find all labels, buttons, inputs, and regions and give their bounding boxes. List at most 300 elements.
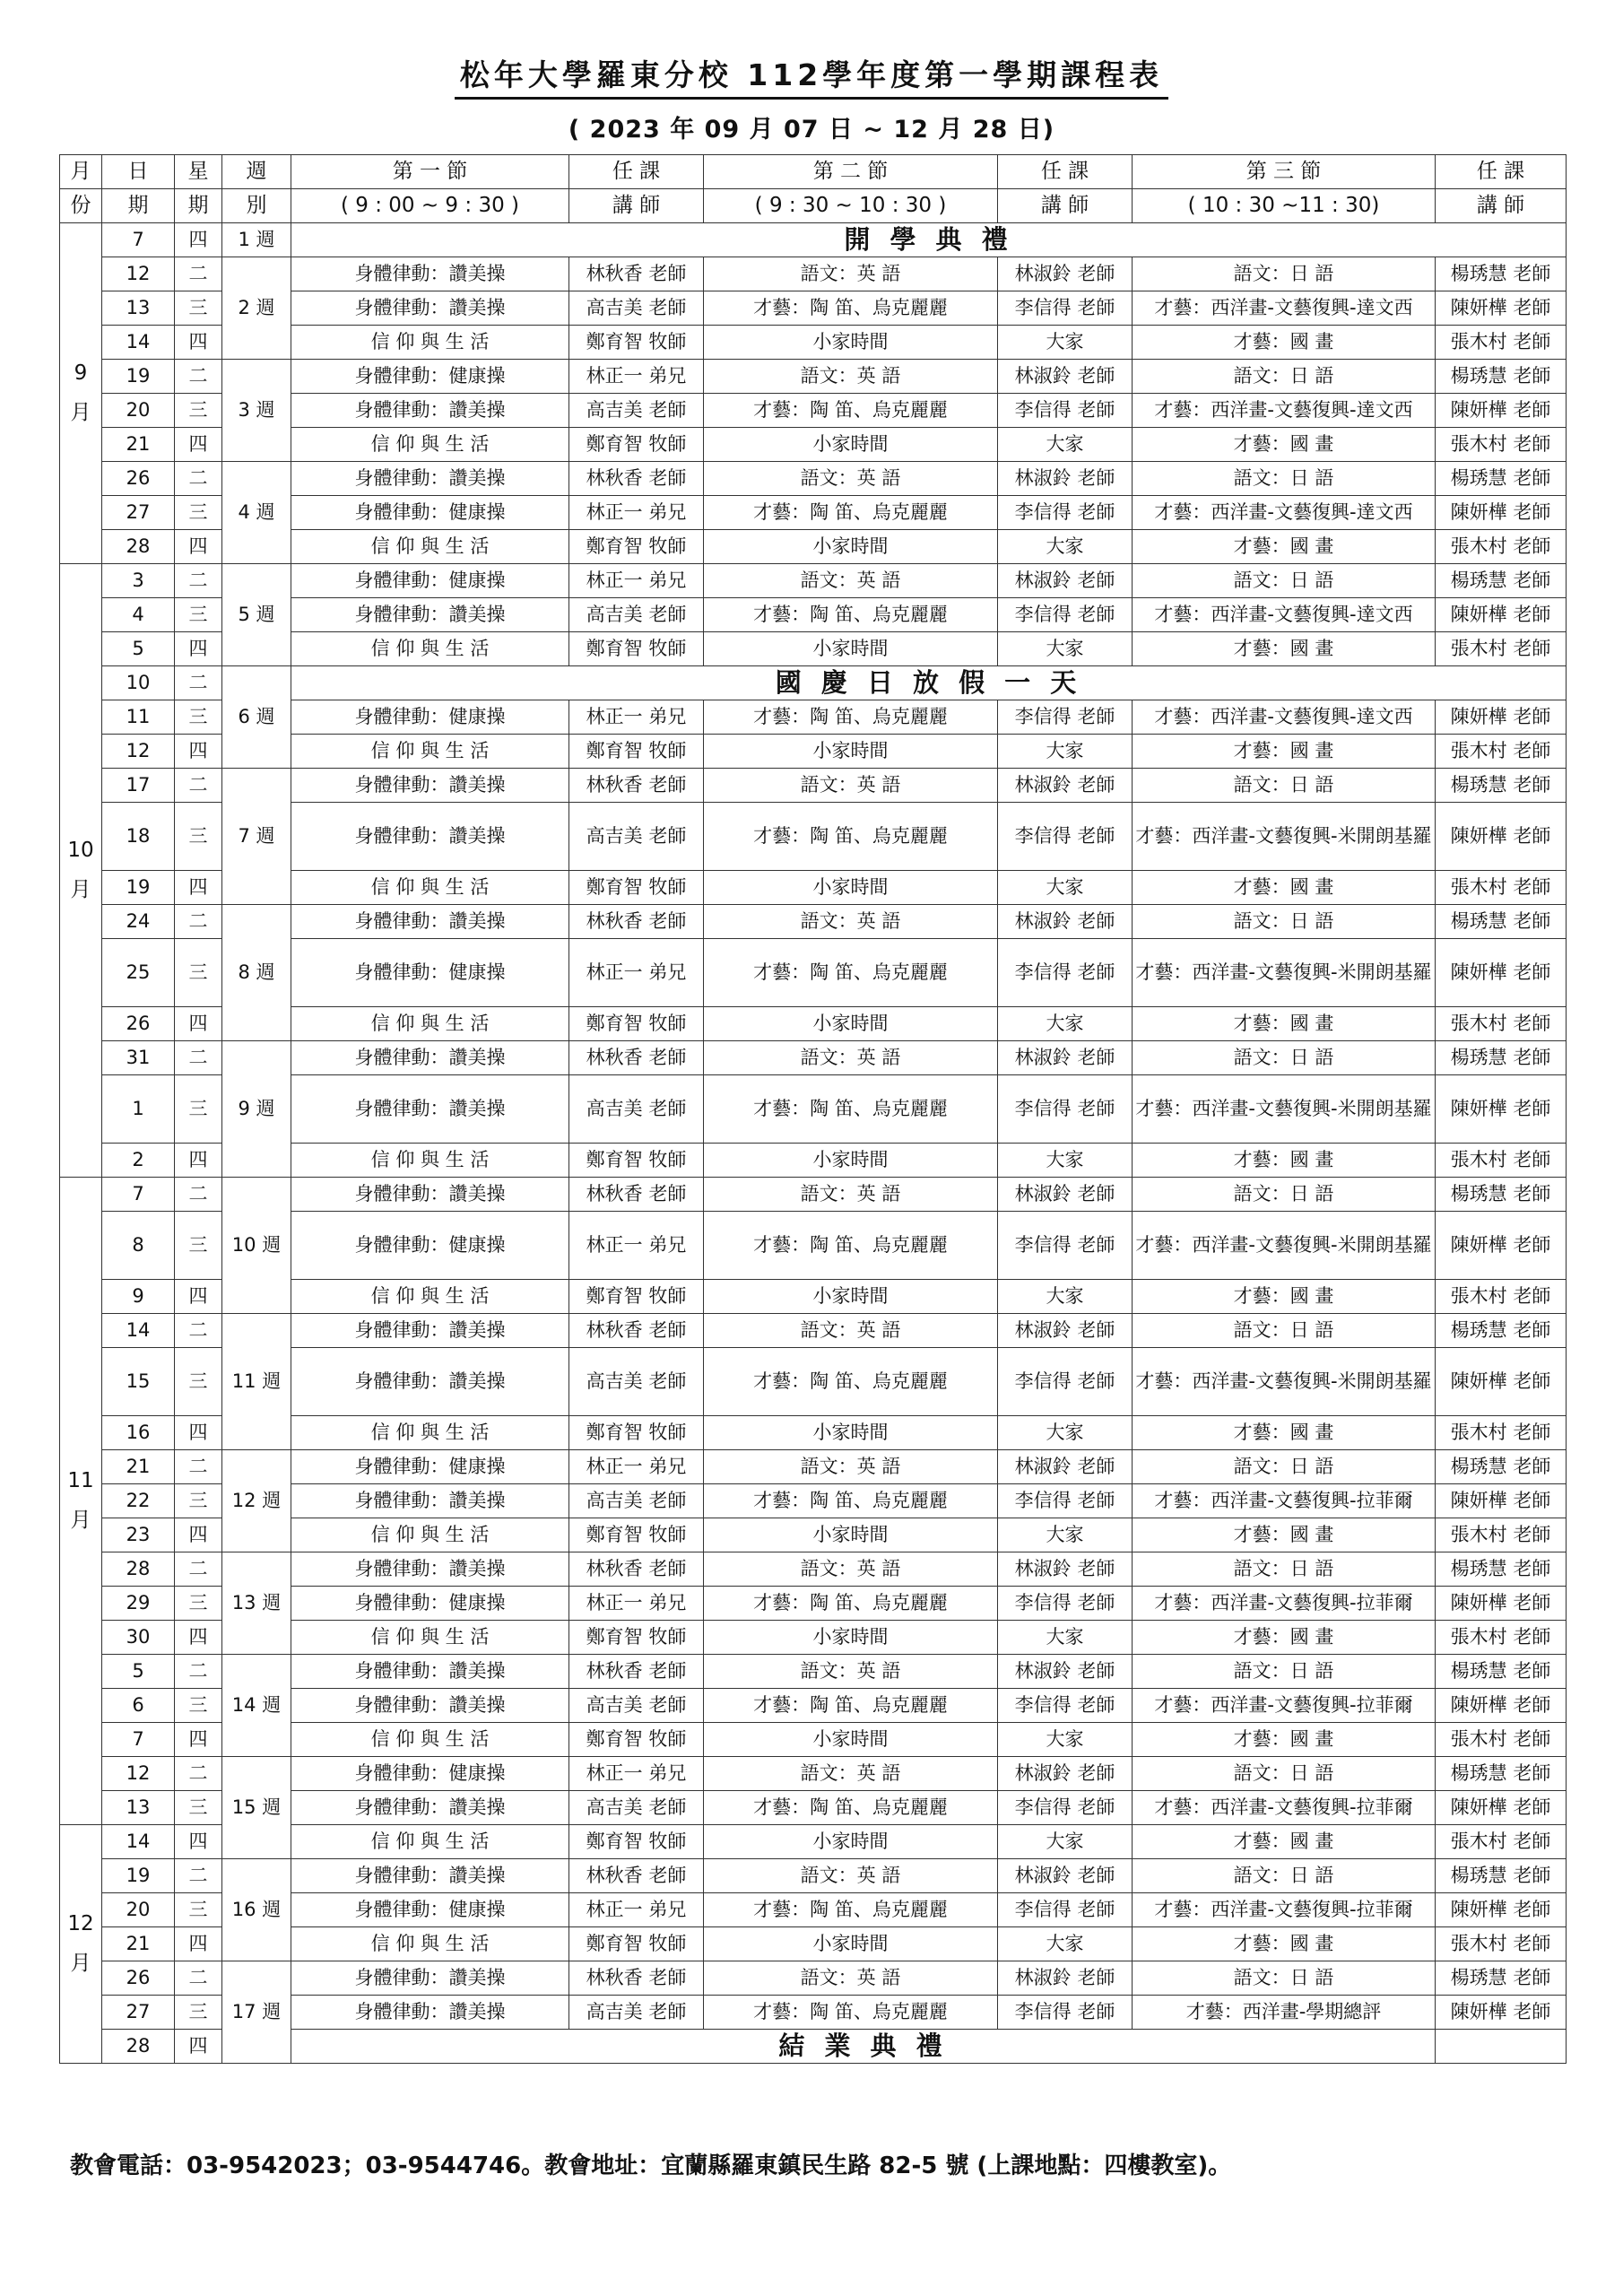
period-3-course: 語文：日 語 [1133,905,1436,939]
period-3-course: 語文：日 語 [1133,462,1436,496]
event-cell: 結 業 典 禮 [291,2030,1436,2064]
weekday-cell: 三 [175,1075,222,1144]
month-cell [60,223,102,564]
day-cell: 19 [102,871,175,905]
period-1-teacher: 鄭育智 牧師 [569,1007,704,1041]
period-1-course: 身體律動：健康操 [291,1450,569,1484]
period-3-course: 才藝：國 畫 [1133,1518,1436,1552]
period-1-course: 身體律動：讚美操 [291,1859,569,1893]
day-cell: 7 [102,223,175,257]
month-cell [60,1178,102,1825]
period-1-teacher: 鄭育智 牧師 [569,871,704,905]
period-1-teacher: 林正一 弟兄 [569,939,704,1007]
period-3-teacher: 陳妍樺 老師 [1436,803,1567,871]
day-cell: 19 [102,360,175,394]
period-1-teacher: 林正一 弟兄 [569,496,704,530]
period-1-course: 身體律動：讚美操 [291,1689,569,1723]
period-2-teacher: 大家 [998,1416,1133,1450]
period-1-course: 信 仰 與 生 活 [291,1723,569,1757]
period-1-course: 身體律動：讚美操 [291,803,569,871]
period-1-teacher: 林秋香 老師 [569,1314,704,1348]
header-row-2 [60,189,1567,223]
period-3-teacher: 楊琇慧 老師 [1436,1178,1567,1212]
day-cell: 30 [102,1621,175,1655]
period-2-teacher: 李信得 老師 [998,1996,1133,2030]
period-1-teacher: 鄭育智 牧師 [569,326,704,360]
period-3-course: 語文：日 語 [1133,1178,1436,1212]
period-3-teacher: 張木村 老師 [1436,1825,1567,1859]
period-3-teacher: 陳妍樺 老師 [1436,1587,1567,1621]
period-1-teacher: 高吉美 老師 [569,1484,704,1518]
period-2-course: 才藝：陶 笛、烏克麗麗 [704,939,998,1007]
period-3-teacher: 張木村 老師 [1436,1007,1567,1041]
period-1-teacher: 林正一 弟兄 [569,1757,704,1791]
period-2-teacher: 林淑鈴 老師 [998,769,1133,803]
period-2-course: 小家時間 [704,735,998,769]
period-3-teacher: 陳妍樺 老師 [1436,394,1567,428]
period-3-course: 才藝：國 畫 [1133,1007,1436,1041]
period-1-course: 身體律動：讚美操 [291,769,569,803]
period-3-teacher: 張木村 老師 [1436,1416,1567,1450]
period-1-course: 身體律動：讚美操 [291,257,569,291]
period-2-course: 才藝：陶 笛、烏克麗麗 [704,700,998,735]
period-1-course: 身體律動：健康操 [291,939,569,1007]
day-cell: 14 [102,1314,175,1348]
week-cell: 16 週 [222,1859,291,1961]
day-cell: 26 [102,1961,175,1996]
period-3-course: 才藝：西洋畫-學期總評 [1133,1996,1436,2030]
period-1-course: 身體律動：讚美操 [291,1791,569,1825]
schedule-table [59,154,1567,2064]
period-3-teacher: 楊琇慧 老師 [1436,1757,1567,1791]
weekday-cell: 二 [175,1552,222,1587]
month-unit: 月 [70,400,91,424]
period-2-course: 才藝：陶 笛、烏克麗麗 [704,394,998,428]
week-cell: 9 週 [222,1041,291,1178]
period-3-course: 語文：日 語 [1133,1450,1436,1484]
period-1-teacher: 鄭育智 牧師 [569,735,704,769]
period-2-course: 語文：英 語 [704,462,998,496]
period-3-course: 才藝：國 畫 [1133,632,1436,666]
period-2-teacher: 林淑鈴 老師 [998,1757,1133,1791]
period-1-course: 信 仰 與 生 活 [291,1825,569,1859]
period-2-teacher: 大家 [998,1518,1133,1552]
period-1-course: 信 仰 與 生 活 [291,428,569,462]
table-row [60,223,1567,257]
period-1-course: 身體律動：讚美操 [291,1348,569,1416]
header-teacher-3-2: 講 師 [1436,189,1567,223]
page-title: 松年大學羅東分校 112學年度第一學期課程表 [0,52,1623,102]
period-2-course: 語文：英 語 [704,257,998,291]
header-teacher-1: 任 課 [569,155,704,189]
period-1-teacher: 鄭育智 牧師 [569,1723,704,1757]
period-2-teacher: 李信得 老師 [998,700,1133,735]
period-3-teacher: 張木村 老師 [1436,326,1567,360]
period-1-course: 身體律動：讚美操 [291,598,569,632]
week-cell: 8 週 [222,905,291,1041]
period-2-course: 語文：英 語 [704,1314,998,1348]
week-cell: 3 週 [222,360,291,462]
header-weekday: 星 [175,155,222,189]
schedule-body [60,223,1567,2064]
day-cell: 20 [102,1893,175,1927]
period-2-course: 小家時間 [704,1144,998,1178]
period-3-teacher: 陳妍樺 老師 [1436,1996,1567,2030]
weekday-cell: 四 [175,1927,222,1961]
weekday-cell: 三 [175,394,222,428]
period-2-course: 才藝：陶 笛、烏克麗麗 [704,1212,998,1280]
week-cell: 10 週 [222,1178,291,1314]
weekday-cell: 四 [175,1518,222,1552]
day-cell: 25 [102,939,175,1007]
day-cell: 15 [102,1348,175,1416]
period-2-course: 小家時間 [704,1927,998,1961]
period-2-teacher: 李信得 老師 [998,394,1133,428]
period-1-teacher: 林秋香 老師 [569,1655,704,1689]
week-cell: 1 週 [222,223,291,257]
period-3-teacher: 張木村 老師 [1436,1518,1567,1552]
period-3-course: 才藝：國 畫 [1133,326,1436,360]
period-3-course: 才藝：西洋畫-文藝復興-達文西 [1133,700,1436,735]
period-1-teacher: 高吉美 老師 [569,291,704,326]
header-teacher-2: 任 課 [998,155,1133,189]
period-2-course: 語文：英 語 [704,1552,998,1587]
period-1-course: 身體律動：讚美操 [291,394,569,428]
period-3-course: 才藝：西洋畫-文藝復興-米開朗基羅 [1133,1075,1436,1144]
period-3-teacher: 陳妍樺 老師 [1436,496,1567,530]
header-period-1: 第 一 節 [291,155,569,189]
period-3-course: 才藝：國 畫 [1133,1723,1436,1757]
period-3-course: 才藝：西洋畫-文藝復興-拉菲爾 [1133,1893,1436,1927]
table-row [60,1961,1567,1996]
period-3-course: 才藝：國 畫 [1133,735,1436,769]
period-2-teacher: 大家 [998,1280,1133,1314]
period-3-teacher: 張木村 老師 [1436,530,1567,564]
period-1-teacher: 高吉美 老師 [569,1996,704,2030]
period-3-course: 語文：日 語 [1133,1655,1436,1689]
day-cell: 14 [102,326,175,360]
period-2-course: 才藝：陶 笛、烏克麗麗 [704,1587,998,1621]
day-cell: 5 [102,632,175,666]
period-2-course: 才藝：陶 笛、烏克麗麗 [704,291,998,326]
period-1-course: 信 仰 與 生 活 [291,871,569,905]
period-3-course: 語文：日 語 [1133,1041,1436,1075]
week-cell: 12 週 [222,1450,291,1552]
period-3-teacher: 楊琇慧 老師 [1436,1655,1567,1689]
header-teacher-1-2: 講 師 [569,189,704,223]
weekday-cell: 二 [175,360,222,394]
period-3-course: 才藝：西洋畫-文藝復興-達文西 [1133,598,1436,632]
period-3-course: 語文：日 語 [1133,769,1436,803]
period-2-course: 小家時間 [704,1007,998,1041]
event-cell: 國 慶 日 放 假 一 天 [291,666,1567,700]
weekday-cell: 二 [175,257,222,291]
day-cell: 26 [102,1007,175,1041]
period-1-course: 身體律動：讚美操 [291,905,569,939]
period-2-course: 才藝：陶 笛、烏克麗麗 [704,1348,998,1416]
period-3-teacher: 張木村 老師 [1436,1927,1567,1961]
weekday-cell: 三 [175,598,222,632]
period-2-course: 才藝：陶 笛、烏克麗麗 [704,1996,998,2030]
period-1-course: 信 仰 與 生 活 [291,530,569,564]
weekday-cell: 四 [175,428,222,462]
period-2-teacher: 李信得 老師 [998,496,1133,530]
period-1-course: 信 仰 與 生 活 [291,1518,569,1552]
day-cell: 27 [102,496,175,530]
period-2-course: 才藝：陶 笛、烏克麗麗 [704,1484,998,1518]
period-3-teacher: 張木村 老師 [1436,1723,1567,1757]
day-cell: 20 [102,394,175,428]
period-2-teacher: 李信得 老師 [998,1893,1133,1927]
period-1-teacher: 林秋香 老師 [569,1041,704,1075]
period-2-course: 語文：英 語 [704,1859,998,1893]
period-2-teacher: 林淑鈴 老師 [998,564,1133,598]
header-row-1 [60,155,1567,189]
period-2-teacher: 李信得 老師 [998,598,1133,632]
table-row [60,769,1567,803]
period-2-course: 語文：英 語 [704,769,998,803]
week-cell: 2 週 [222,257,291,360]
period-3-teacher: 楊琇慧 老師 [1436,1552,1567,1587]
table-row [60,360,1567,394]
period-3-teacher: 陳妍樺 老師 [1436,700,1567,735]
period-2-teacher: 林淑鈴 老師 [998,1178,1133,1212]
period-1-teacher: 鄭育智 牧師 [569,632,704,666]
period-2-course: 小家時間 [704,632,998,666]
weekday-cell: 二 [175,1178,222,1212]
period-2-teacher: 林淑鈴 老師 [998,1552,1133,1587]
empty-cell [1436,2030,1567,2064]
period-3-teacher: 楊琇慧 老師 [1436,1041,1567,1075]
period-2-teacher: 李信得 老師 [998,803,1133,871]
period-3-teacher: 楊琇慧 老師 [1436,257,1567,291]
period-2-teacher: 林淑鈴 老師 [998,1450,1133,1484]
period-1-course: 身體律動：健康操 [291,1757,569,1791]
table-row [60,1757,1567,1791]
table-row [60,1450,1567,1484]
period-2-teacher: 大家 [998,1144,1133,1178]
period-1-teacher: 鄭育智 牧師 [569,530,704,564]
weekday-cell: 二 [175,1961,222,1996]
period-2-teacher: 大家 [998,632,1133,666]
period-3-teacher: 楊琇慧 老師 [1436,564,1567,598]
day-cell: 13 [102,291,175,326]
period-1-teacher: 高吉美 老師 [569,1689,704,1723]
header-week-2: 別 [222,189,291,223]
period-2-teacher: 李信得 老師 [998,1689,1133,1723]
period-1-course: 身體律動：健康操 [291,496,569,530]
period-1-course: 身體律動：讚美操 [291,1041,569,1075]
period-1-course: 信 仰 與 生 活 [291,1621,569,1655]
period-3-course: 語文：日 語 [1133,1314,1436,1348]
header-period-2: 第 二 節 [704,155,998,189]
weekday-cell: 二 [175,905,222,939]
day-cell: 28 [102,2030,175,2064]
period-2-course: 小家時間 [704,1518,998,1552]
period-2-course: 語文：英 語 [704,905,998,939]
header-week: 週 [222,155,291,189]
weekday-cell: 二 [175,1041,222,1075]
period-2-teacher: 李信得 老師 [998,1212,1133,1280]
period-2-course: 小家時間 [704,871,998,905]
period-1-teacher: 高吉美 老師 [569,598,704,632]
period-1-course: 身體律動：讚美操 [291,1996,569,2030]
day-cell: 12 [102,1757,175,1791]
period-2-teacher: 大家 [998,735,1133,769]
period-1-teacher: 鄭育智 牧師 [569,1416,704,1450]
period-2-teacher: 林淑鈴 老師 [998,462,1133,496]
header-teacher-3: 任 課 [1436,155,1567,189]
period-2-course: 小家時間 [704,1825,998,1859]
table-row [60,462,1567,496]
period-2-course: 小家時間 [704,326,998,360]
header-period-2-time: ( 9 : 30 ~ 10 : 30 ) [704,189,998,223]
period-3-course: 語文：日 語 [1133,1552,1436,1587]
weekday-cell: 三 [175,1212,222,1280]
period-1-teacher: 高吉美 老師 [569,394,704,428]
period-3-teacher: 楊琇慧 老師 [1436,1450,1567,1484]
period-3-course: 才藝：西洋畫-文藝復興-米開朗基羅 [1133,939,1436,1007]
period-1-teacher: 林秋香 老師 [569,1859,704,1893]
period-3-teacher: 張木村 老師 [1436,735,1567,769]
period-2-course: 語文：英 語 [704,1757,998,1791]
month-unit: 月 [70,1508,91,1532]
date-range: ( 2023 年 09 月 07 日 ~ 12 月 28 日) [568,116,1055,144]
period-1-teacher: 林秋香 老師 [569,905,704,939]
period-3-teacher: 楊琇慧 老師 [1436,360,1567,394]
period-2-teacher: 李信得 老師 [998,939,1133,1007]
period-1-course: 信 仰 與 生 活 [291,326,569,360]
period-1-teacher: 鄭育智 牧師 [569,1144,704,1178]
period-3-teacher: 張木村 老師 [1436,1621,1567,1655]
month-number: 10 [67,838,94,862]
period-2-teacher: 林淑鈴 老師 [998,360,1133,394]
period-3-course: 語文：日 語 [1133,1859,1436,1893]
period-1-teacher: 鄭育智 牧師 [569,1927,704,1961]
weekday-cell: 四 [175,1144,222,1178]
period-1-teacher: 高吉美 老師 [569,1348,704,1416]
day-cell: 22 [102,1484,175,1518]
period-1-course: 信 仰 與 生 活 [291,735,569,769]
period-3-teacher: 楊琇慧 老師 [1436,1314,1567,1348]
period-3-course: 才藝：西洋畫-文藝復興-拉菲爾 [1133,1484,1436,1518]
weekday-cell: 三 [175,700,222,735]
day-cell: 18 [102,803,175,871]
period-3-teacher: 陳妍樺 老師 [1436,939,1567,1007]
period-2-teacher: 大家 [998,1825,1133,1859]
weekday-cell: 三 [175,1484,222,1518]
period-3-teacher: 楊琇慧 老師 [1436,1859,1567,1893]
day-cell: 27 [102,1996,175,2030]
day-cell: 6 [102,1689,175,1723]
day-cell: 12 [102,735,175,769]
period-1-course: 身體律動：讚美操 [291,1655,569,1689]
period-1-course: 身體律動：讚美操 [291,1075,569,1144]
weekday-cell: 四 [175,1007,222,1041]
period-1-teacher: 鄭育智 牧師 [569,1518,704,1552]
week-cell: 11 週 [222,1314,291,1450]
day-cell: 29 [102,1587,175,1621]
period-3-course: 語文：日 語 [1133,1757,1436,1791]
period-2-teacher: 大家 [998,1723,1133,1757]
period-2-course: 小家時間 [704,1621,998,1655]
day-cell: 7 [102,1178,175,1212]
period-1-teacher: 林正一 弟兄 [569,1587,704,1621]
weekday-cell: 三 [175,1348,222,1416]
period-2-teacher: 林淑鈴 老師 [998,1961,1133,1996]
header-day: 日 [102,155,175,189]
period-2-course: 才藝：陶 笛、烏克麗麗 [704,1689,998,1723]
period-2-course: 才藝：陶 笛、烏克麗麗 [704,1893,998,1927]
period-3-teacher: 楊琇慧 老師 [1436,769,1567,803]
period-2-teacher: 大家 [998,1927,1133,1961]
week-cell: 5 週 [222,564,291,666]
table-row [60,1552,1567,1587]
header-period-1-time: ( 9 : 00 ~ 9 : 30 ) [291,189,569,223]
period-2-teacher: 大家 [998,871,1133,905]
weekday-cell: 二 [175,462,222,496]
period-3-teacher: 陳妍樺 老師 [1436,1348,1567,1416]
period-1-course: 信 仰 與 生 活 [291,1007,569,1041]
period-2-course: 語文：英 語 [704,1450,998,1484]
weekday-cell: 三 [175,291,222,326]
period-2-course: 語文：英 語 [704,1655,998,1689]
table-row [60,905,1567,939]
day-cell: 24 [102,905,175,939]
period-1-course: 身體律動：健康操 [291,360,569,394]
weekday-cell: 三 [175,1791,222,1825]
period-1-teacher: 林正一 弟兄 [569,1212,704,1280]
period-1-course: 身體律動：健康操 [291,1893,569,1927]
weekday-cell: 四 [175,632,222,666]
table-row [60,564,1567,598]
header-day-2: 期 [102,189,175,223]
weekday-cell: 四 [175,1621,222,1655]
weekday-cell: 二 [175,564,222,598]
day-cell: 13 [102,1791,175,1825]
header-period-3-time: ( 10 : 30 ~11 : 30) [1133,189,1436,223]
period-2-teacher: 大家 [998,428,1133,462]
week-cell: 13 週 [222,1552,291,1655]
week-cell: 15 週 [222,1757,291,1859]
period-1-course: 身體律動：讚美操 [291,1961,569,1996]
period-2-teacher: 李信得 老師 [998,291,1133,326]
period-2-course: 才藝：陶 笛、烏克麗麗 [704,496,998,530]
period-3-course: 才藝：國 畫 [1133,1825,1436,1859]
period-1-teacher: 林正一 弟兄 [569,1893,704,1927]
period-2-course: 語文：英 語 [704,1041,998,1075]
footer-contact: 教會電話：03-9542023；03-9544746。教會地址：宜蘭縣羅東鎮民生路 82-5 號 (上課地點：四樓教室)。 [70,2152,1232,2179]
period-2-teacher: 大家 [998,530,1133,564]
week-cell: 17 週 [222,1961,291,2064]
period-1-course: 信 仰 與 生 活 [291,1144,569,1178]
period-1-teacher: 高吉美 老師 [569,1791,704,1825]
period-1-course: 身體律動：讚美操 [291,291,569,326]
period-3-course: 才藝：西洋畫-文藝復興-達文西 [1133,394,1436,428]
period-1-teacher: 鄭育智 牧師 [569,1825,704,1859]
period-1-teacher: 鄭育智 牧師 [569,1621,704,1655]
period-1-teacher: 鄭育智 牧師 [569,1280,704,1314]
table-row [60,666,1567,700]
period-1-teacher: 林正一 弟兄 [569,360,704,394]
period-1-course: 信 仰 與 生 活 [291,632,569,666]
day-cell: 10 [102,666,175,700]
period-3-course: 語文：日 語 [1133,257,1436,291]
month-unit: 月 [70,1951,91,1975]
period-2-teacher: 林淑鈴 老師 [998,1314,1133,1348]
day-cell: 21 [102,428,175,462]
weekday-cell: 四 [175,1723,222,1757]
